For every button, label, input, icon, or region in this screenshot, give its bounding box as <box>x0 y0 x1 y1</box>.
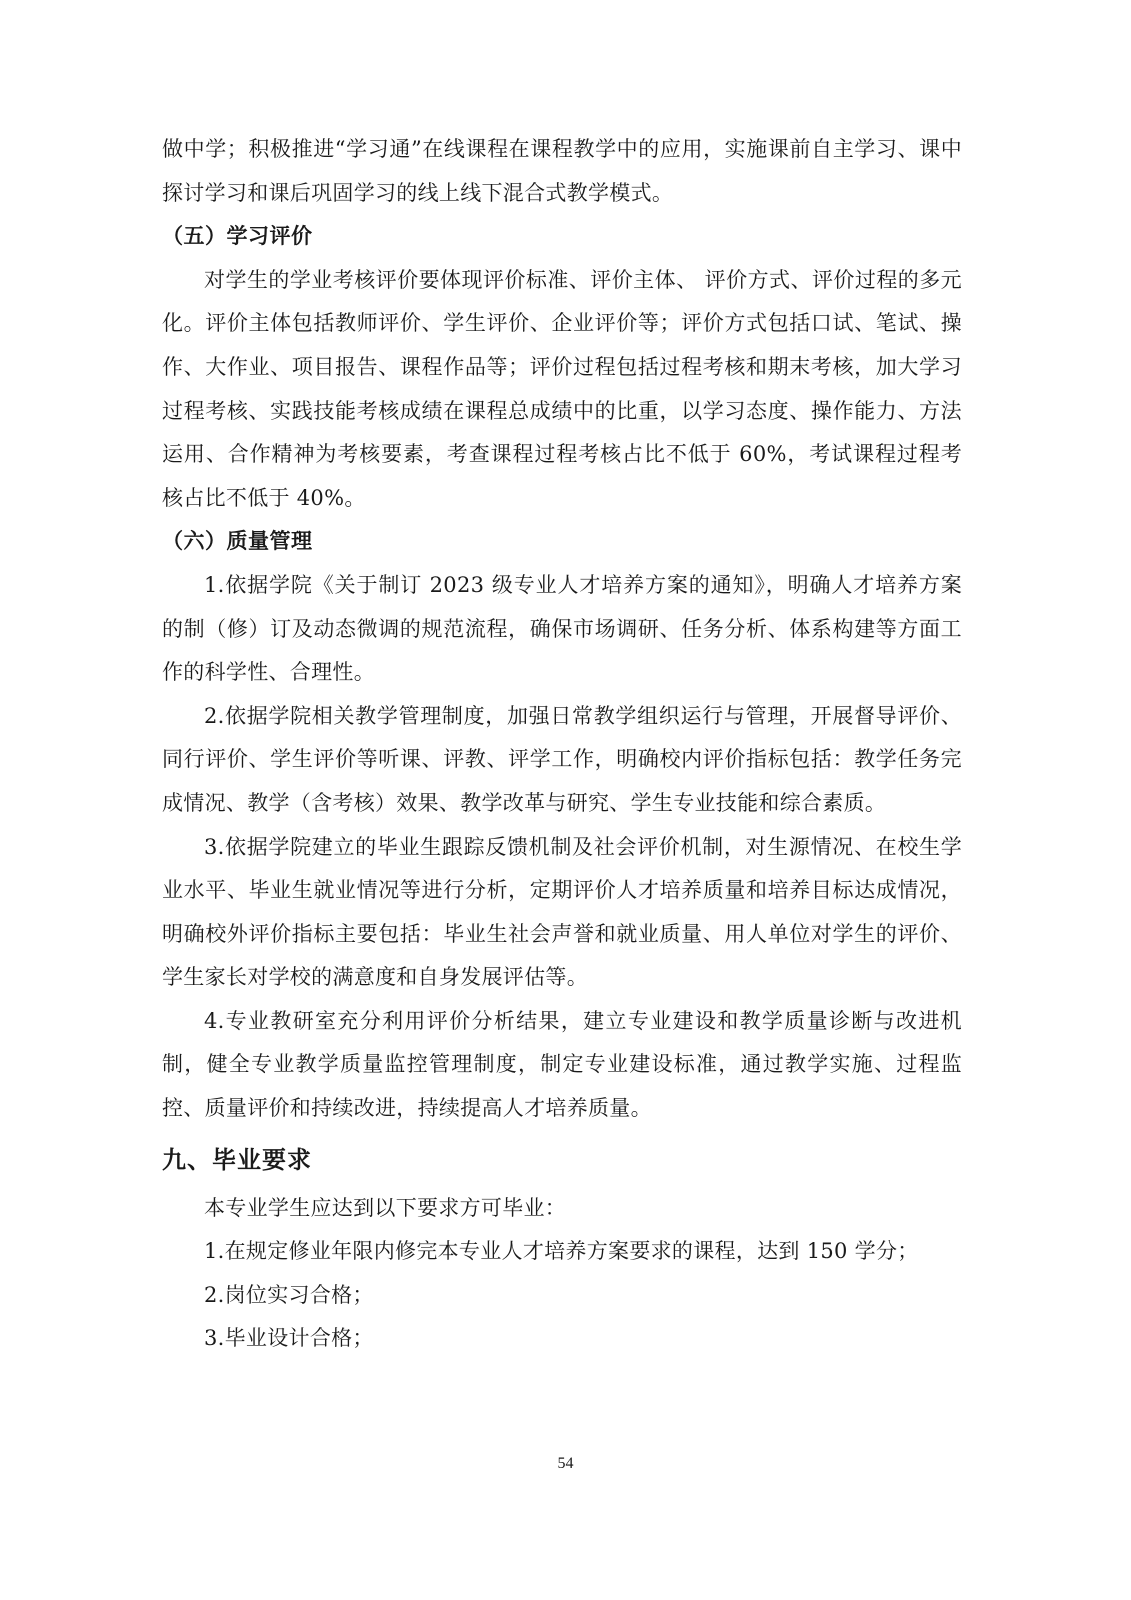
heading-graduation-requirements: 九、毕业要求 <box>162 1145 312 1174</box>
heading-quality-management: （六）质量管理 <box>162 529 313 554</box>
paragraph-quality-2: 2.依据学院相关教学管理制度，加强日常教学组织运行与管理，开展督导评价、同行评价、学生评价等听课、评教、评学工作，明确校内评价指标包括：教学任务完成情况、教学（含考核）效果、教学改革与研究、学生专业技能和综合素质。 <box>162 703 962 815</box>
list-item-graduation-1: 1.在规定修业年限内修完本专业人才培养方案要求的课程，达到 150 学分； <box>204 1239 919 1264</box>
list-item-graduation-2: 2.岗位实习合格； <box>204 1282 374 1307</box>
page-number: 54 <box>557 1455 574 1472</box>
paragraph-graduation-intro: 本专业学生应达到以下要求方可毕业： <box>204 1195 567 1220</box>
heading-learning-evaluation: （五）学习评价 <box>162 224 313 249</box>
list-item-graduation-3: 3.毕业设计合格； <box>204 1326 374 1351</box>
paragraph-quality-1: 1.依据学院《关于制订 2023 级专业人才培养方案的通知》，明确人才培养方案的制（修）订及动态微调的规范流程，确保市场调研、任务分析、体系构建等方面工作的科学性、合理性。 <box>162 572 962 685</box>
paragraph-quality-4: 4.专业教研室充分利用评价分析结果，建立专业建设和教学质量诊断与改进机制，健全专业教学质量监控管理制度，制定专业建设标准，通过教学实施、过程监控、质量评价和持续改进，持续提高人才培养质量。 <box>162 1008 962 1121</box>
paragraph-quality-3: 3.依据学院建立的毕业生跟踪反馈机制及社会评价机制，对生源情况、在校生学业水平、毕业生就业情况等进行分析，定期评价人才培养质量和培养目标达成情况，明确校外评价指标主要包括：毕业生社会声誉和就业质量、用人单位对学生的评价、学生家长对学校的满意度和自身发展评估等。 <box>162 834 962 990</box>
paragraph-learning-evaluation: 对学生的学业考核评价要体现评价标准、评价主体、 评价方式、评价过程的多元化。评价主体包括教师评价、学生评价、企业评价等；评价方式包括口试、笔试、操作、大作业、项目报告、课程作品等；评价过程包括过程考核和期末考核，加大学习过程考核、实践技能考核成绩在课程总成绩中的比重，以学习态度、操作能力、方法运用、合作精神为考核要素，考查课程过程考核占比不低于 60%，考试课程过程考核占比不低于 40%。 <box>162 267 962 510</box>
paragraph-intro: 做中学；积极推进“学习通”在线课程在课程教学中的应用，实施课前自主学习、课中探讨学习和课后巩固学习的线上线下混合式教学模式。 <box>162 137 962 205</box>
page-content <box>162 128 962 1361</box>
